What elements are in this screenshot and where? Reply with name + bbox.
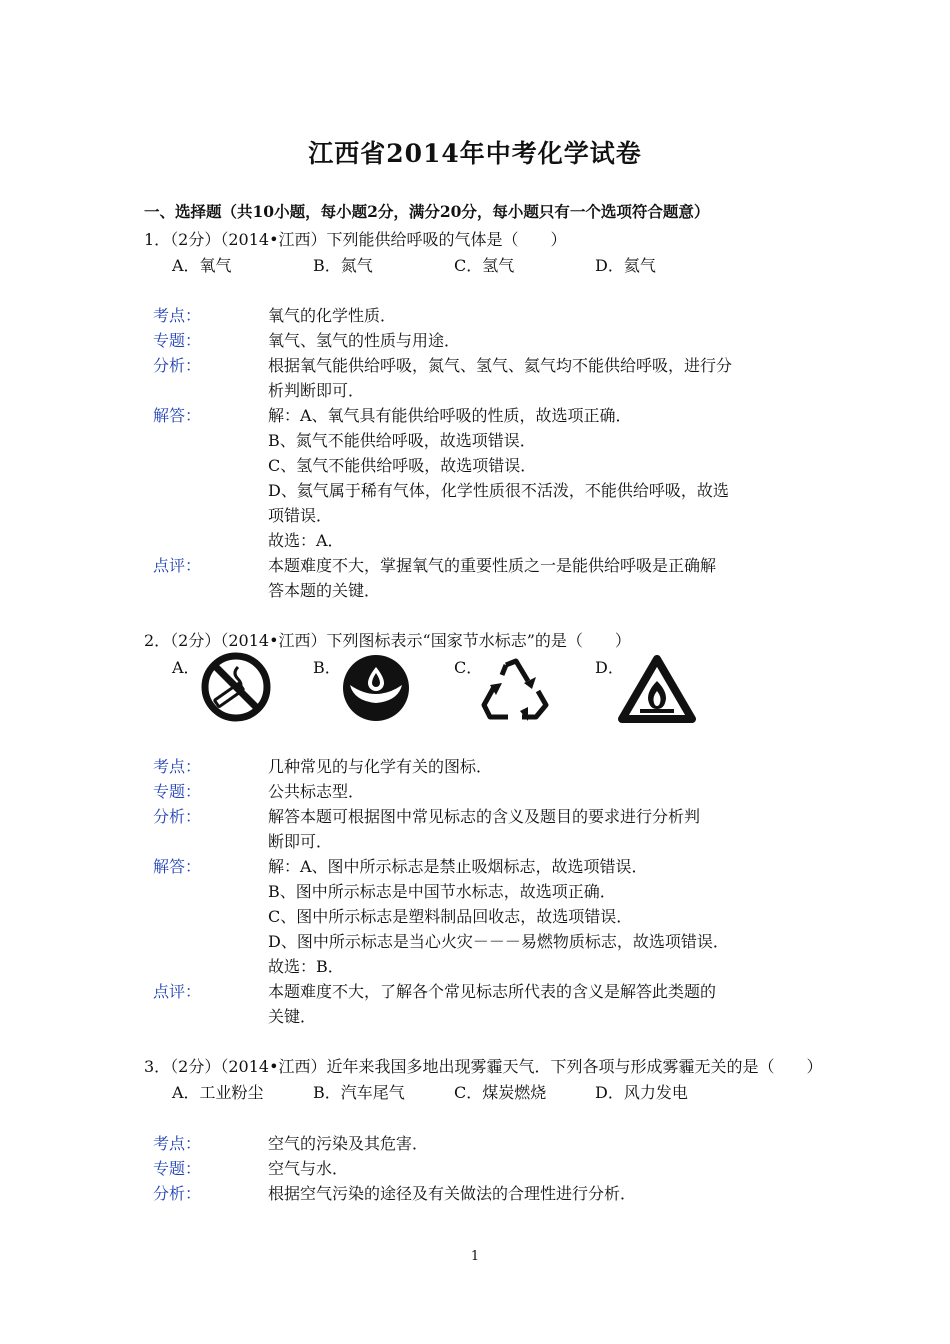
q1-fenxi-line: 根据氧气能供给呼吸，氮气、氢气、氦气均不能供给呼吸，进行分	[268, 356, 733, 375]
q2-fenxi-line: 解答本题可根据图中常见标志的含义及题目的要求进行分析判	[268, 807, 701, 826]
q3-zhuanti: 空气与水．	[268, 1159, 349, 1178]
q1-kaodian-label: 考点：	[153, 306, 202, 325]
no-smoking-icon	[198, 651, 274, 723]
q1-dianping-label: 点评：	[153, 556, 202, 575]
q3-option-c: C．煤炭燃烧	[454, 1083, 547, 1102]
q1-jieda-label: 解答：	[153, 406, 202, 425]
q2-option-b: B．	[313, 658, 341, 677]
q2-dianping-line: 关键．	[268, 1007, 317, 1026]
q3-option-d: D．风力发电	[595, 1083, 688, 1102]
q1-jieda-line: 故选：A．	[268, 531, 344, 550]
q2-fenxi-label: 分析：	[153, 807, 202, 826]
q2-zhuanti: 公共标志型．	[268, 782, 365, 801]
q2-option-d: D．	[595, 658, 624, 677]
page-title: 江西省2014年中考化学试卷	[308, 139, 642, 168]
q2-fenxi-line: 断即可．	[268, 832, 333, 851]
q2-jieda-line: 解：A、图中所示标志是禁止吸烟标志，故选项错误．	[268, 857, 648, 876]
q3-fenxi: 根据空气污染的途径及有关做法的合理性进行分析．	[268, 1184, 637, 1203]
q1-jieda-line: D、氦气属于稀有气体，化学性质很不活泼，不能供给呼吸，故选	[268, 481, 729, 500]
q1-jieda-line: 解：A、氧气具有能供给呼吸的性质，故选项正确．	[268, 406, 632, 425]
q3-zhuanti-label: 专题：	[153, 1159, 202, 1178]
q1-option-c: C．氢气	[454, 256, 515, 275]
q2-kaodian: 几种常见的与化学有关的图标．	[268, 757, 493, 776]
recycling-icon	[478, 655, 552, 723]
page-number: 1	[470, 1249, 480, 1264]
q3-option-a: A．工业粉尘	[172, 1083, 264, 1102]
q1-option-a: A．氧气	[172, 256, 232, 275]
flammable-icon	[618, 655, 696, 723]
q1-dianping-line: 答本题的关键．	[268, 581, 381, 600]
q2-kaodian-label: 考点：	[153, 757, 202, 776]
q1-option-b: B．氮气	[313, 256, 373, 275]
q3-fenxi-label: 分析：	[153, 1184, 202, 1203]
q2-zhuanti-label: 专题：	[153, 782, 202, 801]
q3-stem: 3．（2分）（2014•江西）近年来我国多地出现雾霾天气．下列各项与形成雾霾无关的是（ ）	[144, 1057, 823, 1076]
q1-zhuanti: 氧气、氢气的性质与用途．	[268, 331, 461, 350]
q1-zhuanti-label: 专题：	[153, 331, 202, 350]
q2-option-a: A．	[172, 658, 200, 677]
q2-jieda-label: 解答：	[153, 857, 202, 876]
q2-jieda-line: 故选：B．	[268, 957, 344, 976]
q1-jieda-line: C、氢气不能供给呼吸，故选项错误．	[268, 456, 537, 475]
q1-jieda-line: B、氮气不能供给呼吸，故选项错误．	[268, 431, 536, 450]
q1-stem: 1．（2分）（2014•江西）下列能供给呼吸的气体是（ ）	[144, 230, 567, 249]
q2-option-c: C．	[454, 658, 483, 677]
q3-kaodian: 空气的污染及其危害．	[268, 1134, 429, 1153]
q1-kaodian: 氧气的化学性质．	[268, 306, 397, 325]
q1-dianping-line: 本题难度不大，掌握氧气的重要性质之一是能供给呼吸是正确解	[268, 556, 717, 575]
q2-stem: 2．（2分）（2014•江西）下列图标表示“国家节水标志”的是（ ）	[144, 631, 631, 650]
q3-kaodian-label: 考点：	[153, 1134, 202, 1153]
q1-fenxi-label: 分析：	[153, 356, 202, 375]
q2-jieda-line: B、图中所示标志是中国节水标志，故选项正确．	[268, 882, 616, 901]
q2-dianping-label: 点评：	[153, 982, 202, 1001]
q3-option-b: B．汽车尾气	[313, 1083, 405, 1102]
section-header: 一、选择题（共10小题，每小题2分，满分20分，每小题只有一个选项符合题意）	[144, 202, 710, 221]
q1-jieda-line: 项错误．	[268, 506, 333, 525]
q2-jieda-line: C、图中所示标志是塑料制品回收志，故选项错误．	[268, 907, 633, 926]
q1-option-d: D．氦气	[595, 256, 656, 275]
q2-dianping-line: 本题难度不大，了解各个常见标志所代表的含义是解答此类题的	[268, 982, 717, 1001]
q2-jieda-line: D、图中所示标志是当心火灾－－－易燃物质标志，故选项错误．	[268, 932, 729, 951]
water-saving-icon	[340, 653, 412, 723]
q1-fenxi-line: 析判断即可．	[268, 381, 365, 400]
